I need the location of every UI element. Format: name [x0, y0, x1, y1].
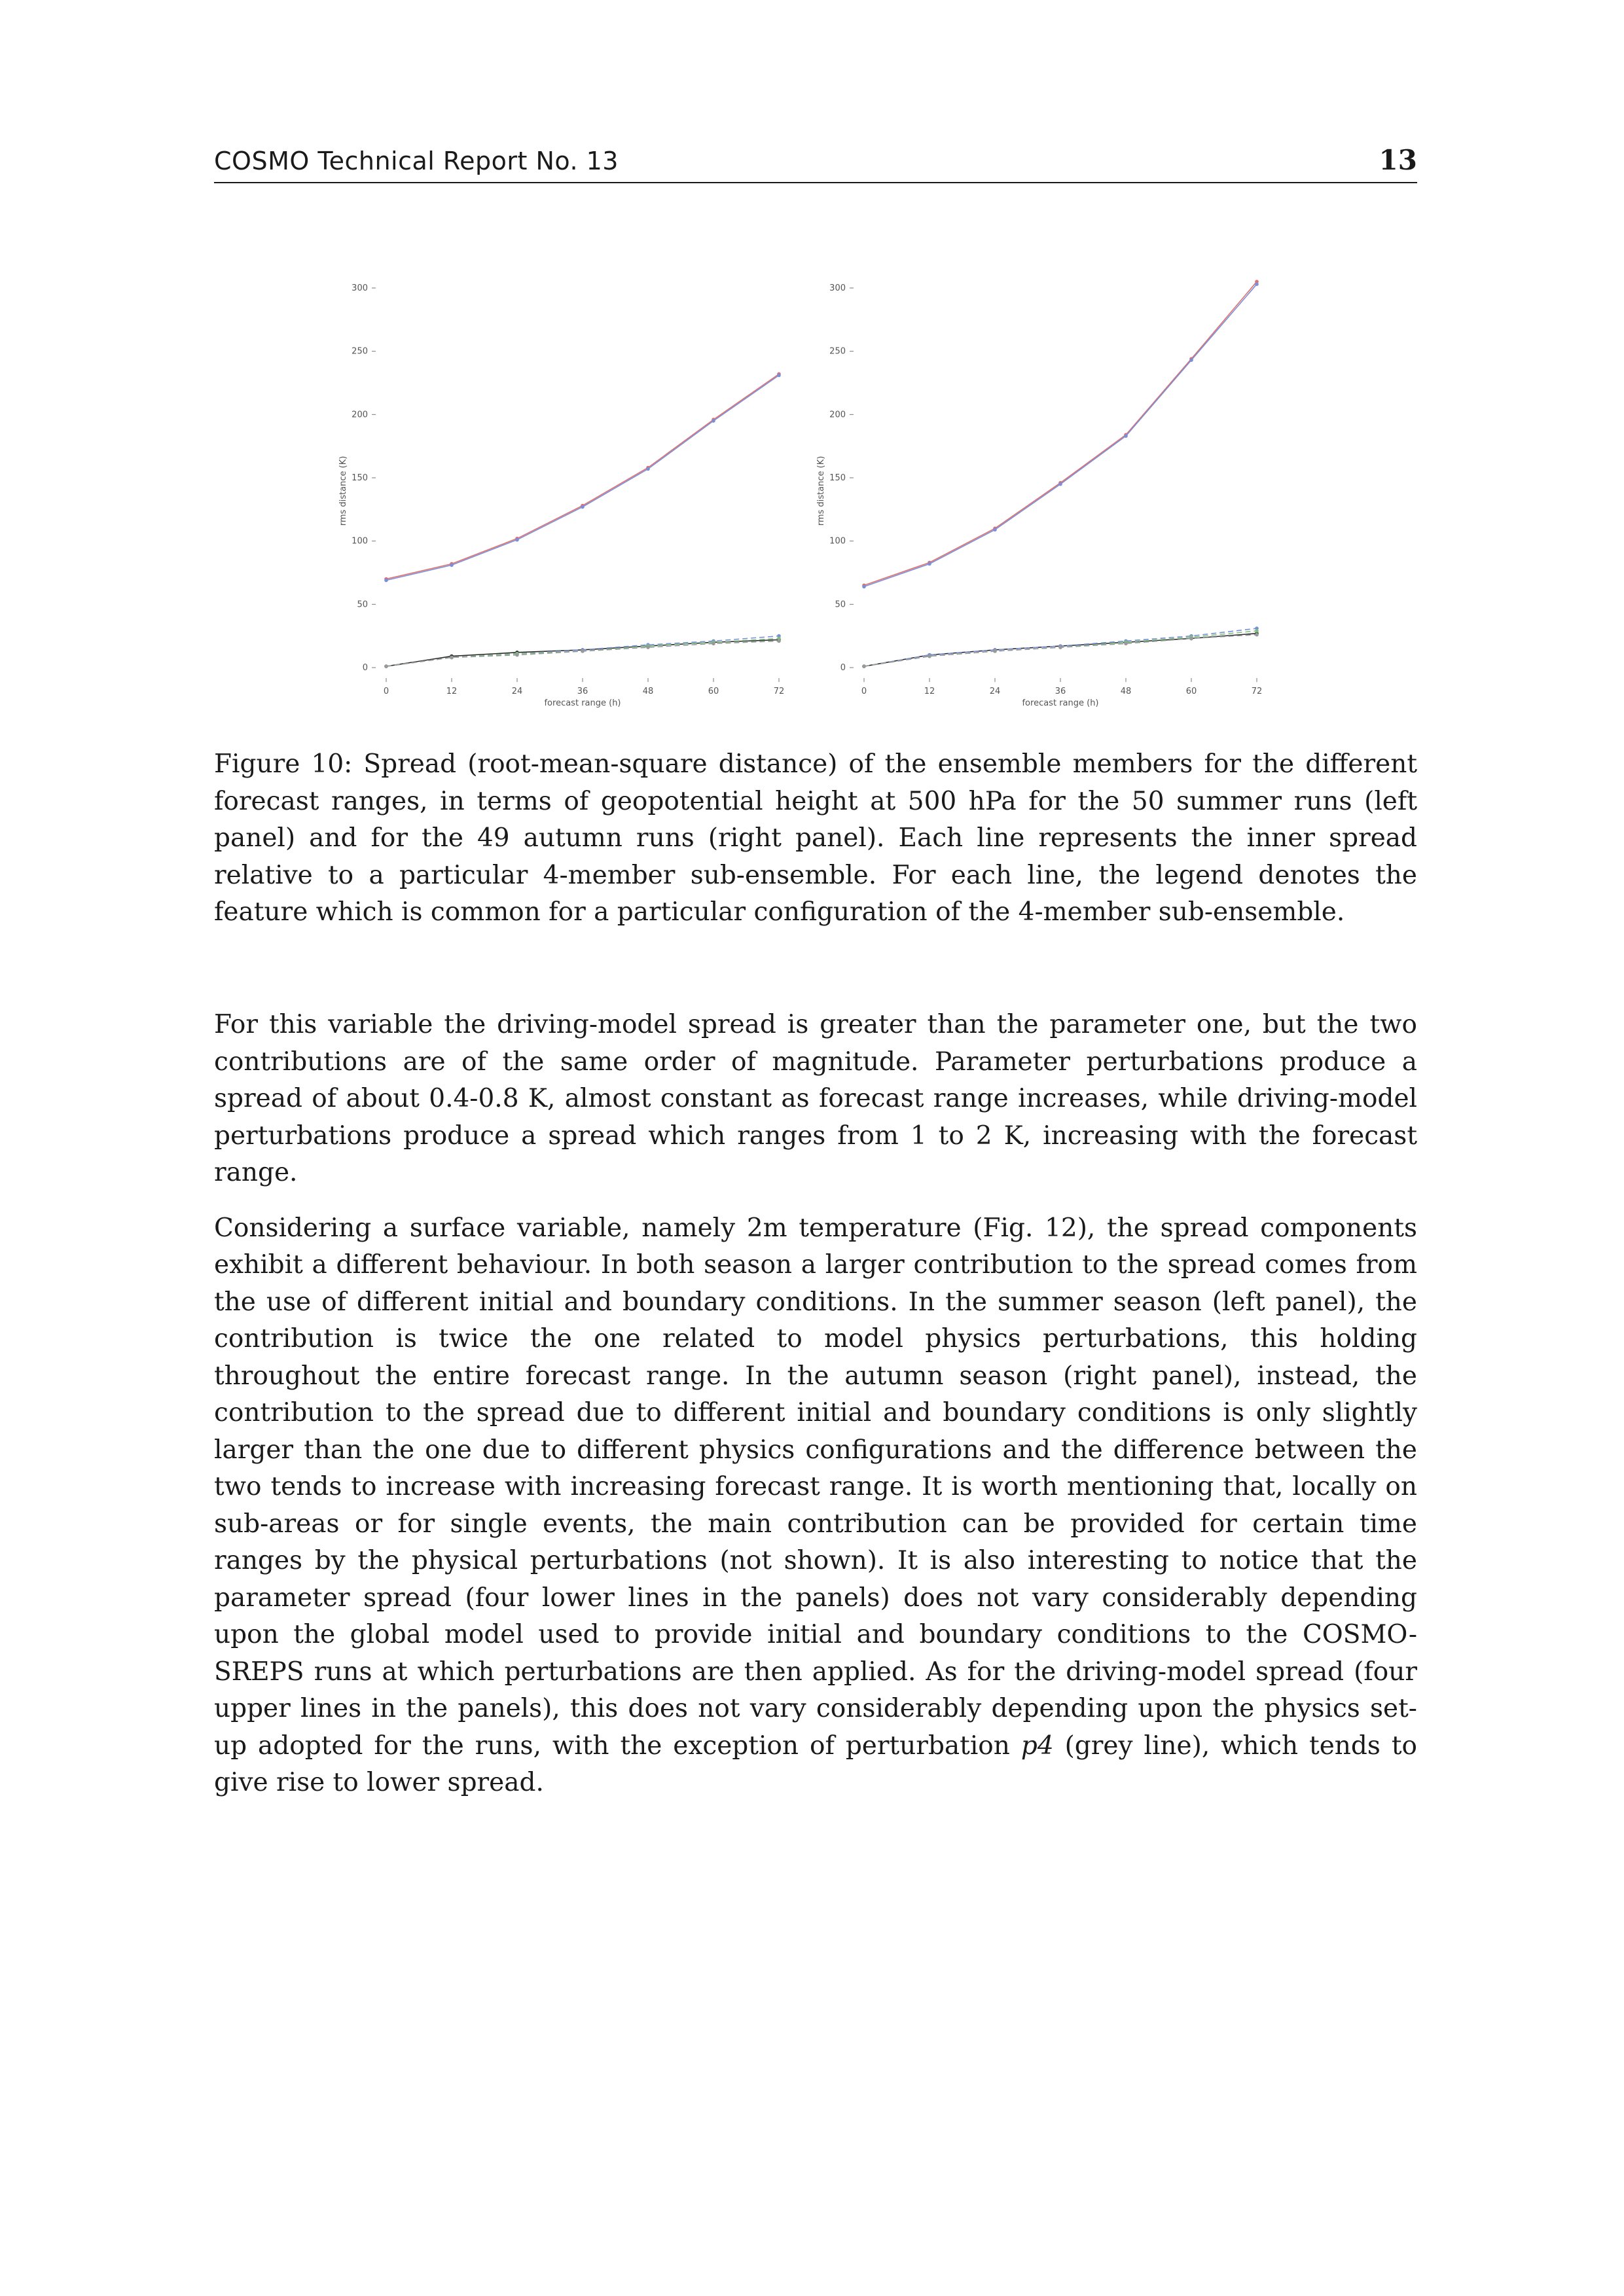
series-line: [864, 281, 1257, 585]
x-axis-label: forecast range (h): [544, 698, 621, 708]
data-point: [712, 641, 715, 645]
page-number: 13: [1379, 144, 1417, 176]
chart-right-panel: [805, 262, 1283, 720]
y-tick-label: 100: [352, 536, 368, 547]
data-point: [384, 664, 388, 668]
x-tick-label: 60: [708, 687, 719, 696]
x-tick-label: 0: [861, 687, 867, 696]
data-point: [1124, 641, 1128, 645]
data-point: [646, 645, 650, 649]
data-point: [1255, 633, 1259, 637]
data-point: [1189, 358, 1193, 362]
x-tick-label: 48: [642, 687, 654, 696]
data-point: [515, 538, 519, 542]
data-point: [777, 639, 781, 643]
data-point: [862, 584, 866, 588]
x-tick-label: 36: [577, 687, 588, 696]
data-point: [1058, 645, 1062, 649]
y-tick-label: 50: [357, 600, 368, 610]
paragraph-1: For this variable the driving-model spread is greater than the parameter one, but the two contributions are of the same order of magnitude. Parameter perturbations produce a spread of about 0.4-0.8 K, almost constant as forecast range increases, while driving-model perturbations produce a spread which ranges from 1 to 2 K, increasing with the forecast range.: [214, 1010, 1417, 1187]
y-axis-label: rms distance (K): [338, 456, 348, 526]
data-point: [1255, 282, 1259, 286]
series-line: [864, 635, 1257, 666]
y-tick-label: 0: [840, 663, 846, 673]
running-header: [214, 143, 1417, 183]
paragraph-2: [214, 1210, 1417, 1802]
data-point: [1124, 434, 1128, 438]
data-point: [450, 564, 454, 567]
paragraph-2-part1: Considering a surface variable, namely 2m temperature (Fig. 12), the spread components exhibit a different behaviour. In both season a larger contribution to the spread comes from the use of different initial and boundary conditions. In the summer season (left panel), the contribution is twice the one related to model physics perturbations, this holding throughout the entire forecast range. In the autumn season (right panel), instead, the contribution to the spread due to different initial and boundary conditions is only slightly larger than the one due to different physics configurations and the difference between the two tends to increase with increasing forecast range. It is worth mentioning that, locally on sub-areas or for single events, the main contribution can be provided for certain time ranges by the physical perturbations (not shown). It is also interesting to notice that the parameter spread (four lower lines in the panels) does not vary considerably depending upon the global model used to provide initial and boundary conditions to the COSMO-SREPS runs at which perturbations are then applied. As for the driving-model spread (four upper lines in the panels), this does not vary considerably depending upon the physics set-up adopted for the runs, with the exception of perturbation: [214, 1213, 1417, 1761]
data-point: [450, 656, 454, 660]
x-tick-label: 24: [989, 687, 1001, 696]
data-point: [581, 649, 585, 653]
series-line: [386, 374, 779, 579]
y-tick-label: 100: [829, 536, 846, 547]
data-point: [515, 653, 519, 657]
data-point: [862, 664, 866, 668]
data-point: [581, 505, 585, 509]
y-tick-label: 0: [362, 663, 368, 673]
x-tick-label: 72: [1251, 687, 1263, 696]
report-title: COSMO Technical Report No. 13: [214, 147, 619, 175]
series-line: [386, 641, 779, 666]
data-point: [928, 562, 931, 566]
perturbation-label: p4: [1020, 1731, 1054, 1761]
figure-caption: Figure 10: Spread (root-mean-square distance) of the ensemble members for the different forecast ranges, in terms of geopotential height at 500 hPa for the 50 summer runs (left panel) and for the 49 autumn runs (right panel). Each line represents the inner spread relative to a particular 4-member sub-ensemble. For each line, the legend denotes the feature which is common for a particular configuration of the 4-member sub-ensemble.: [214, 749, 1417, 927]
data-point: [928, 655, 931, 658]
data-point: [384, 579, 388, 583]
x-tick-label: 24: [511, 687, 523, 696]
y-tick-label: 200: [352, 410, 368, 420]
x-tick-label: 36: [1055, 687, 1066, 696]
figure-10: [327, 262, 1296, 720]
data-point: [777, 374, 781, 378]
y-tick-label: 50: [835, 600, 846, 610]
data-point: [712, 419, 715, 423]
data-point: [1189, 637, 1193, 641]
y-tick-label: 300: [352, 283, 368, 293]
y-tick-label: 200: [829, 410, 846, 420]
series-line: [864, 284, 1257, 586]
body-text: [214, 1007, 1417, 1820]
x-axis-label: forecast range (h): [1022, 698, 1099, 708]
data-point: [1058, 482, 1062, 486]
x-tick-label: 60: [1185, 687, 1197, 696]
y-tick-label: 150: [829, 473, 846, 483]
x-tick-label: 12: [924, 687, 935, 696]
paragraph-2-part2: (grey line), which tends to give rise to lower spread.: [214, 1731, 1417, 1797]
x-tick-label: 0: [383, 687, 389, 696]
data-point: [646, 467, 650, 471]
x-tick-label: 12: [446, 687, 458, 696]
data-point: [1255, 629, 1259, 633]
data-point: [993, 649, 997, 653]
y-axis-label: rms distance (K): [816, 456, 826, 526]
series-line: [386, 375, 779, 580]
x-tick-label: 72: [773, 687, 785, 696]
y-tick-label: 300: [829, 283, 846, 293]
y-tick-label: 250: [829, 346, 846, 357]
y-tick-label: 150: [352, 473, 368, 483]
y-tick-label: 250: [352, 346, 368, 357]
data-point: [993, 528, 997, 531]
x-tick-label: 48: [1120, 687, 1132, 696]
chart-left-panel: [327, 262, 805, 720]
